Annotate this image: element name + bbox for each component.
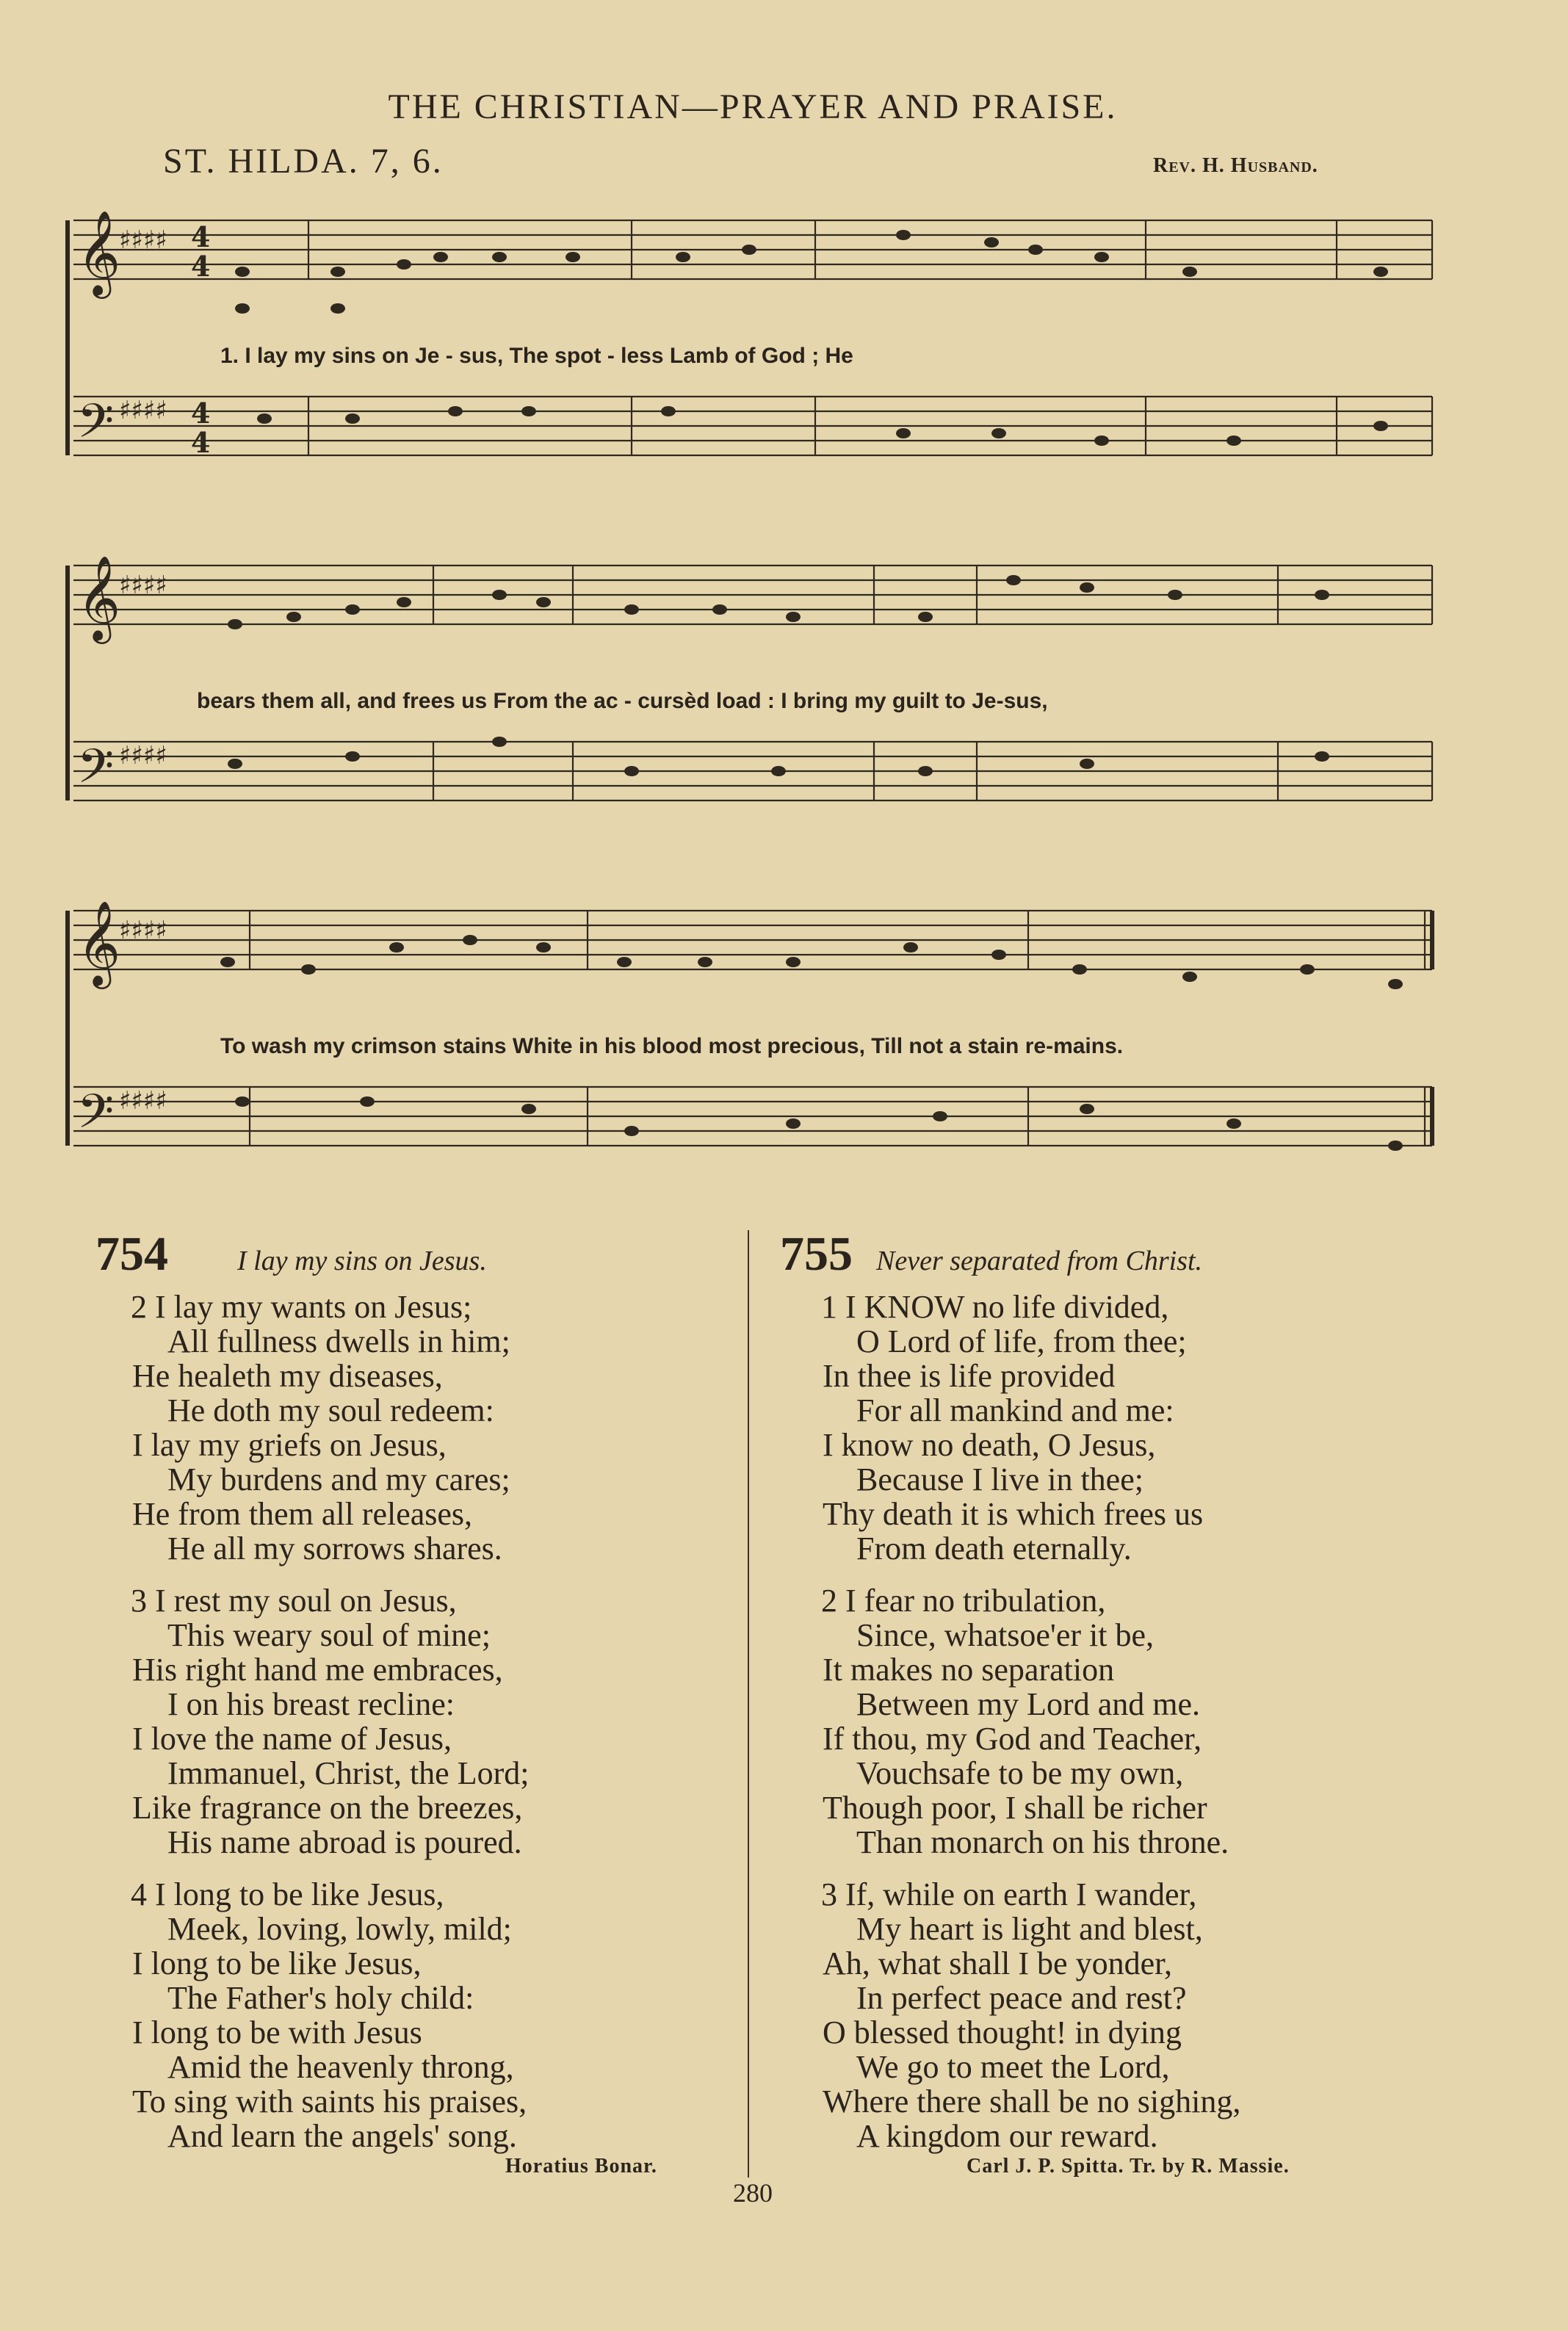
verse-line: Vouchsafe to be my own, bbox=[856, 1755, 1184, 1791]
author-754: Horatius Bonar. bbox=[505, 2155, 657, 2178]
composer: Rev. H. Husband. bbox=[1153, 154, 1318, 177]
verse-line: This weary soul of mine; bbox=[167, 1617, 491, 1653]
verse-line: 3 If, while on earth I wander, bbox=[821, 1876, 1197, 1912]
verse-line: In thee is life provided bbox=[823, 1358, 1116, 1394]
column-divider bbox=[748, 1230, 749, 2178]
time-signature: 4 bbox=[191, 220, 211, 253]
bass-clef-icon: 𝄢 bbox=[77, 394, 115, 460]
verse-line: If thou, my God and Teacher, bbox=[823, 1721, 1202, 1757]
verse-line: A kingdom our reward. bbox=[856, 2118, 1158, 2154]
verse-line: O blessed thought! in dying bbox=[823, 2014, 1182, 2050]
verse-line: Than monarch on his throne. bbox=[856, 1824, 1229, 1860]
verse-line: He healeth my diseases, bbox=[132, 1358, 443, 1394]
verse-line: He all my sorrows shares. bbox=[167, 1530, 502, 1566]
verse-line: 4 I long to be like Jesus, bbox=[131, 1876, 444, 1912]
stanza-3 bbox=[95, 1583, 727, 1860]
key-signature: ♯♯♯♯ bbox=[119, 916, 167, 945]
verse-line: I long to be like Jesus, bbox=[132, 1945, 422, 1981]
verse-line: For all mankind and me: bbox=[856, 1392, 1174, 1428]
system-2 bbox=[68, 565, 1432, 801]
verse-line: In perfect peace and rest? bbox=[856, 1980, 1187, 2016]
verse-line: Though poor, I shall be richer bbox=[823, 1790, 1207, 1826]
notes-system-1 bbox=[235, 230, 1388, 446]
treble-clef-icon: 𝄞 bbox=[77, 900, 121, 986]
verse-line: It makes no separation bbox=[823, 1652, 1115, 1688]
bass-staff bbox=[73, 742, 1432, 801]
verse-line: Amid the heavenly throng, bbox=[167, 2049, 514, 2085]
bass-staff bbox=[73, 397, 1432, 455]
verse-line: Like fragrance on the breezes, bbox=[132, 1790, 523, 1826]
key-signature: ♯♯♯♯ bbox=[119, 225, 167, 255]
lyric-line-2: bears them all, and frees us From the ac - cursèd load : I bring my guilt to Je-sus, bbox=[197, 689, 1048, 713]
page-number: 280 bbox=[733, 2178, 773, 2208]
notes-system-2 bbox=[228, 575, 1329, 776]
stanza-2 bbox=[95, 1290, 727, 1566]
verse-line: 2 I lay my wants on Jesus; bbox=[131, 1289, 472, 1325]
time-signature: 4 bbox=[191, 426, 211, 459]
key-signature: ♯♯♯♯ bbox=[119, 741, 167, 770]
treble-clef-icon: 𝄞 bbox=[77, 554, 121, 640]
verse-line: His name abroad is poured. bbox=[167, 1824, 522, 1860]
stanza-4 bbox=[95, 1877, 727, 2153]
stanza-1 bbox=[780, 1290, 1441, 1566]
verse-line: His right hand me embraces, bbox=[132, 1652, 503, 1688]
verse-line: My burdens and my cares; bbox=[167, 1461, 510, 1497]
key-signature: ♯♯♯♯ bbox=[119, 1086, 167, 1116]
system-3 bbox=[68, 911, 1432, 1146]
key-signature: ♯♯♯♯ bbox=[119, 571, 167, 600]
verse-line: And learn the angels' song. bbox=[167, 2118, 517, 2154]
verse-line: I lay my griefs on Jesus, bbox=[132, 1427, 447, 1463]
verse-line: 2 I fear no tribulation, bbox=[821, 1583, 1106, 1619]
verse-line: I love the name of Jesus, bbox=[132, 1721, 452, 1757]
stanza-3 bbox=[780, 1877, 1441, 2153]
verse-line: I long to be with Jesus bbox=[132, 2014, 422, 2050]
verse-line: Meek, loving, lowly, mild; bbox=[167, 1911, 512, 1947]
bass-staff bbox=[73, 1087, 1432, 1146]
verse-line: My heart is light and blest, bbox=[856, 1911, 1203, 1947]
hymn-title: Never separated from Christ. bbox=[876, 1246, 1203, 1276]
tune-name: ST. HILDA. 7, 6. bbox=[163, 142, 444, 181]
hymn-title: I lay my sins on Jesus. bbox=[237, 1246, 487, 1276]
hymn-754 bbox=[95, 1226, 727, 2171]
verse-line: I on his breast recline: bbox=[167, 1686, 455, 1722]
verse-line: We go to meet the Lord, bbox=[856, 2049, 1170, 2085]
stanza-2 bbox=[780, 1583, 1441, 1860]
treble-staff bbox=[73, 565, 1432, 624]
verse-line: 1 I KNOW no life divided, bbox=[821, 1289, 1169, 1325]
treble-clef-icon: 𝄞 bbox=[77, 209, 121, 295]
verse-line: He from them all releases, bbox=[132, 1496, 473, 1532]
system-1 bbox=[68, 220, 1432, 455]
time-signature: 4 bbox=[191, 397, 211, 430]
verse-line: The Father's holy child: bbox=[167, 1980, 474, 2016]
bass-clef-icon: 𝄢 bbox=[77, 1085, 115, 1151]
verse-line: He doth my soul redeem: bbox=[167, 1392, 494, 1428]
verse-line: 3 I rest my soul on Jesus, bbox=[131, 1583, 457, 1619]
hymn-number: 755 bbox=[780, 1227, 853, 1281]
verse-line: Ah, what shall I be yonder, bbox=[823, 1945, 1173, 1981]
treble-staff bbox=[73, 911, 1432, 969]
verse-line: Where there shall be no sighing, bbox=[823, 2084, 1241, 2119]
verse-line: Since, whatsoe'er it be, bbox=[856, 1617, 1155, 1653]
verse-line: From death eternally. bbox=[856, 1530, 1132, 1566]
running-head: THE CHRISTIAN—PRAYER AND PRAISE. bbox=[388, 87, 1118, 126]
verse-line: All fullness dwells in him; bbox=[167, 1323, 510, 1359]
verse-line: Immanuel, Christ, the Lord; bbox=[167, 1755, 530, 1791]
verse-line: To sing with saints his praises, bbox=[132, 2084, 527, 2119]
bass-clef-icon: 𝄢 bbox=[77, 740, 115, 806]
verse-line: I know no death, O Jesus, bbox=[823, 1427, 1156, 1463]
lyric-line-3: To wash my crimson stains White in his blood most precious, Till not a stain re-mains. bbox=[220, 1034, 1124, 1058]
author-755: Carl J. P. Spitta. Tr. by R. Massie. bbox=[967, 2155, 1290, 2178]
hymn-number: 754 bbox=[95, 1227, 168, 1281]
verse-line: O Lord of life, from thee; bbox=[856, 1323, 1187, 1359]
lyric-line-1: 1. I lay my sins on Je - sus, The spot - less Lamb of God ; He bbox=[220, 344, 853, 368]
verse-line: Because I live in thee; bbox=[856, 1461, 1144, 1497]
hymn-755 bbox=[780, 1226, 1441, 2171]
key-signature: ♯♯♯♯ bbox=[119, 396, 167, 425]
verse-line: Thy death it is which frees us bbox=[823, 1496, 1204, 1532]
verse-line: Between my Lord and me. bbox=[856, 1686, 1200, 1722]
time-signature: 4 bbox=[191, 250, 211, 283]
